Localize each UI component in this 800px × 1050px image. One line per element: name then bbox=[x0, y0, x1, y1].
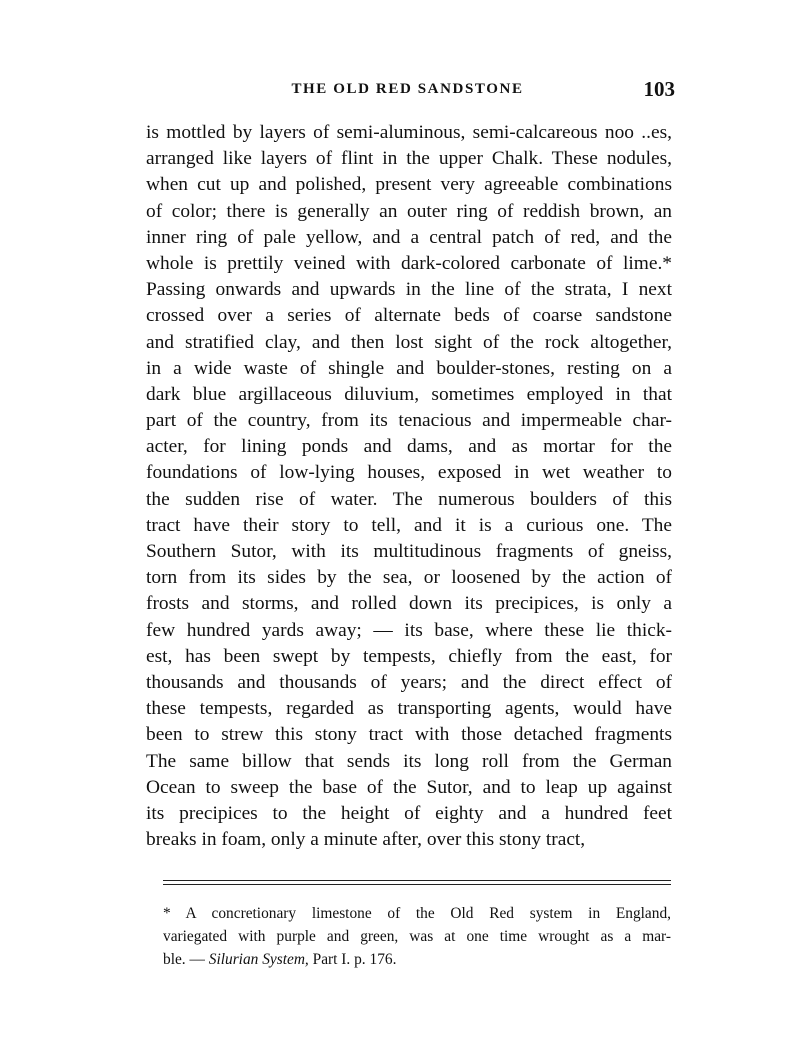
text-line: arranged like layers of flint in the upper Chalk. These nodules, bbox=[146, 148, 672, 170]
text-line: in a wide waste of shingle and boulder-stones, resting on a bbox=[146, 357, 672, 379]
text-line: frosts and storms, and rolled down its precipices, is only a bbox=[146, 593, 672, 615]
text-line: est, has been swept by tempests, chiefly from the east, for bbox=[146, 645, 672, 667]
text-line: Passing onwards and upwards in the line of the strata, I next bbox=[146, 279, 672, 301]
text-line: is mottled by layers of semi-aluminous, semi-calcareous noo ..es, bbox=[146, 122, 672, 143]
text-line: breaks in foam, only a minute after, over this stony tract, bbox=[146, 829, 586, 851]
text-line: tract have their story to tell, and it is a curious one. The bbox=[146, 514, 672, 536]
text-line: the sudden rise of water. The numerous boulders of this bbox=[146, 488, 672, 510]
text-line: foundations of low-lying houses, exposed in wet weather to bbox=[146, 462, 672, 484]
text-line: Southern Sutor, with its multitudinous fragments of gneiss, bbox=[146, 541, 672, 562]
text-line: and stratified clay, and then lost sight of the rock altogether, bbox=[146, 331, 672, 353]
footnote-rule-top bbox=[163, 880, 671, 881]
footnote-citation-title: Silurian System, bbox=[208, 951, 309, 968]
text-line: crossed over a series of alternate beds of coarse sandstone bbox=[146, 305, 672, 327]
text-line: whole is prettily veined with dark-colored carbonate of lime.* bbox=[146, 252, 672, 274]
footnote-line: * A concretionary limestone of the Old Red system in England, bbox=[163, 905, 671, 922]
text-line: acter, for lining ponds and dams, and as mortar for the bbox=[146, 436, 672, 458]
text-line: The same billow that sends its long roll from the German bbox=[146, 750, 672, 772]
text-line: thousands and thousands of years; and the direct effect of bbox=[146, 671, 672, 693]
text-line: Ocean to sweep the base of the Sutor, and to leap up against bbox=[146, 776, 672, 798]
text-line: its precipices to the height of eighty and a hundred feet bbox=[146, 802, 672, 824]
footnote bbox=[163, 902, 671, 971]
running-title: THE OLD RED SANDSTONE bbox=[291, 81, 524, 97]
text-line: dark blue argillaceous diluvium, sometimes employed in that bbox=[146, 383, 672, 405]
text-line: torn from its sides by the sea, or loosened by the action of bbox=[146, 567, 672, 589]
text-line: of color; there is generally an outer ring of reddish brown, an bbox=[146, 200, 672, 222]
text-line: these tempests, regarded as transporting agents, would have bbox=[146, 698, 672, 720]
page-number: 103 bbox=[643, 77, 675, 101]
footnote-line: variegated with purple and green, was at one time wrought as a mar- bbox=[163, 928, 671, 945]
text-line: when cut up and polished, present very agreeable combinations bbox=[146, 174, 672, 196]
footnote-line bbox=[163, 948, 671, 971]
text-line: been to strew this stony tract with those detached fragments bbox=[146, 724, 672, 746]
text-line: part of the country, from its tenacious and impermeable char- bbox=[146, 410, 672, 432]
text-line: inner ring of pale yellow, and a central patch of red, and the bbox=[146, 226, 672, 248]
running-head bbox=[140, 78, 675, 102]
body-text bbox=[146, 120, 672, 853]
text-line: few hundred yards away; — its base, where these lie thick- bbox=[146, 619, 672, 641]
footnote-rule-bottom bbox=[163, 884, 671, 885]
footnote-text: ble. — bbox=[163, 951, 209, 968]
footnote-text: Part I. p. 176. bbox=[308, 951, 397, 968]
